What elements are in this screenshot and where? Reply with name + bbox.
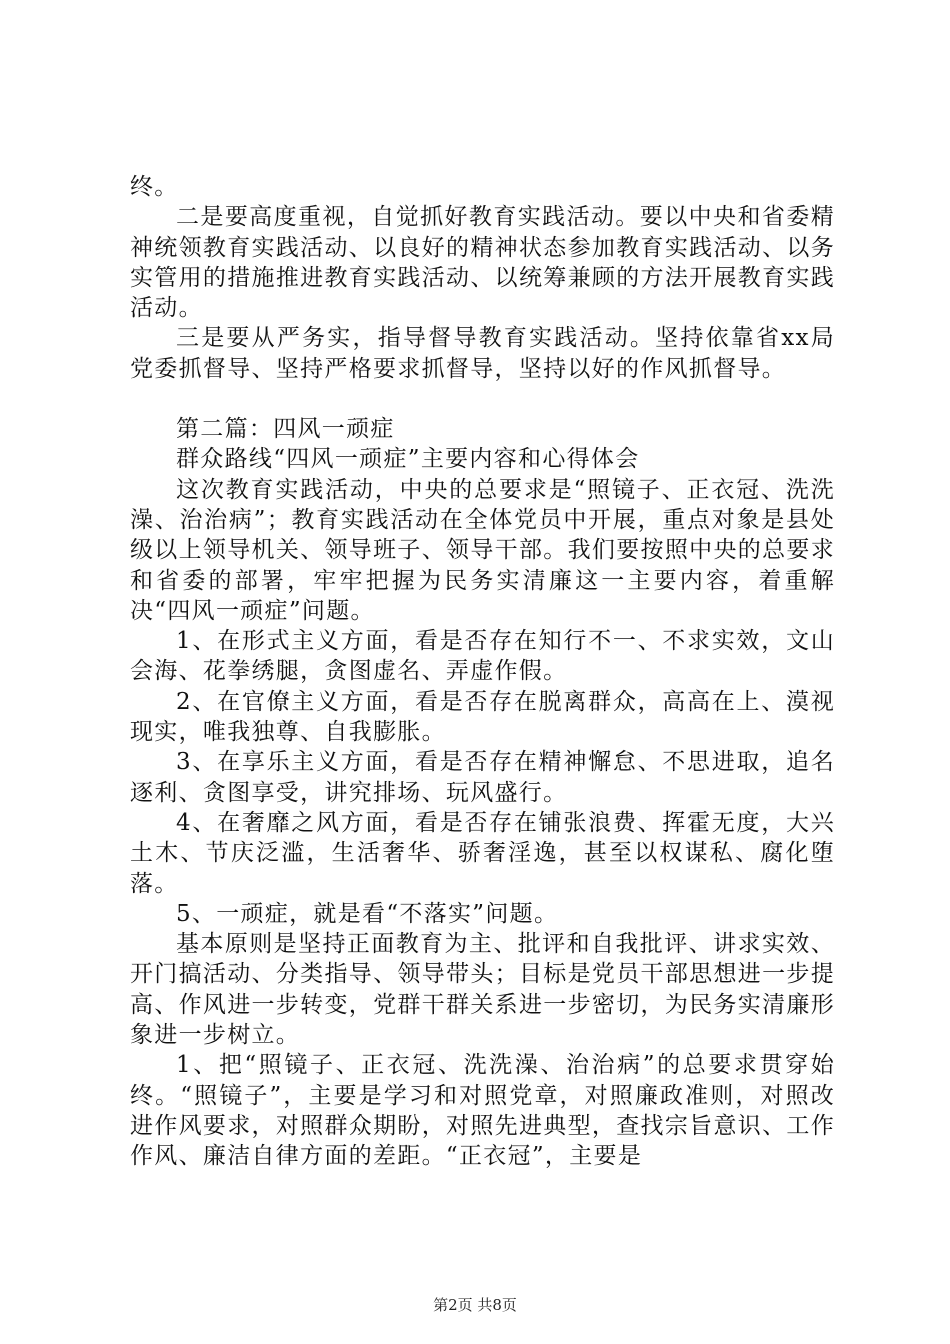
section-heading: 第二篇：四风一顽症: [176, 416, 395, 443]
paragraph-point-two: 二是要高度重视，自觉抓好教育实践活动。要以中央和省委精神统领教育实践活动、以良好的精神状态参加教育实践活动、以务实管用的措施推进教育实践活动、以统筹兼顾的方法开展教育实践活动。: [130, 204, 835, 322]
paragraph-point-three: 三是要从严务实，指导督导教育实践活动。坚持依靠省xx局党委抓督导、坚持严格要求抓督导，坚持以好的作风抓督导。: [130, 325, 835, 382]
paragraph-continuation: 终。: [130, 174, 179, 200]
page-footer: 第2页 共8页: [433, 1296, 517, 1314]
paragraph-requirement-one: 1、把“照镜子、正衣冠、洗洗澡、治治病”的总要求贯穿始终。“照镜子”，主要是学习和对照党章，对照廉政准则，对照改进作风要求，对照群众期盼，对照先进典型，查找宗旨意识、工作作风、廉洁自律方面的差距。“正衣冠”，主要是: [130, 1052, 835, 1170]
section-gap: [130, 384, 835, 414]
list-item-bureaucratism: 2、在官僚主义方面，看是否存在脱离群众，高高在上、漠视现实，唯我独尊、自我膨胀。: [130, 688, 835, 746]
list-item-formalism: 1、在形式主义方面，看是否存在知行不一、不求实效，文山会海、花拳绣腿，贪图虚名、弄虚作假。: [130, 628, 835, 685]
paragraph-intro: 这次教育实践活动，中央的总要求是“照镜子、正衣冠、洗洗澡、治治病”；教育实践活动在全体党员中开展，重点对象是县处级以上领导机关、领导班子、领导干部。我们要按照中央的总要求和省委的部署，牢牢把握为民务实清廉这一主要内容，着重解决“四风一顽症”问题。: [130, 476, 835, 624]
document-body: [130, 172, 835, 1172]
paragraph-principles: 基本原则是坚持正面教育为主、批评和自我批评、讲求实效、开门搞活动、分类指导、领导带头；目标是党员干部思想进一步提高、作风进一步转变，党群干群关系进一步密切，为民务实清廉形象进一步树立。: [130, 931, 835, 1049]
list-item-extravagance: 4、在奢靡之风方面，看是否存在铺张浪费、挥霍无度，大兴土木、节庆泛滥，生活奢华、骄奢淫逸，甚至以权谋私、腐化堕落。: [130, 809, 835, 897]
section-subtitle: 群众路线“四风一顽症”主要内容和心得体会: [176, 446, 640, 473]
list-item-hedonism: 3、在享乐主义方面，看是否存在精神懈怠、不思进取，追名逐利、贪图享受，讲究排场、玩风盛行。: [130, 749, 835, 806]
list-item-stubborn-problem: 5、一顽症，就是看“不落实”问题。: [176, 900, 559, 927]
